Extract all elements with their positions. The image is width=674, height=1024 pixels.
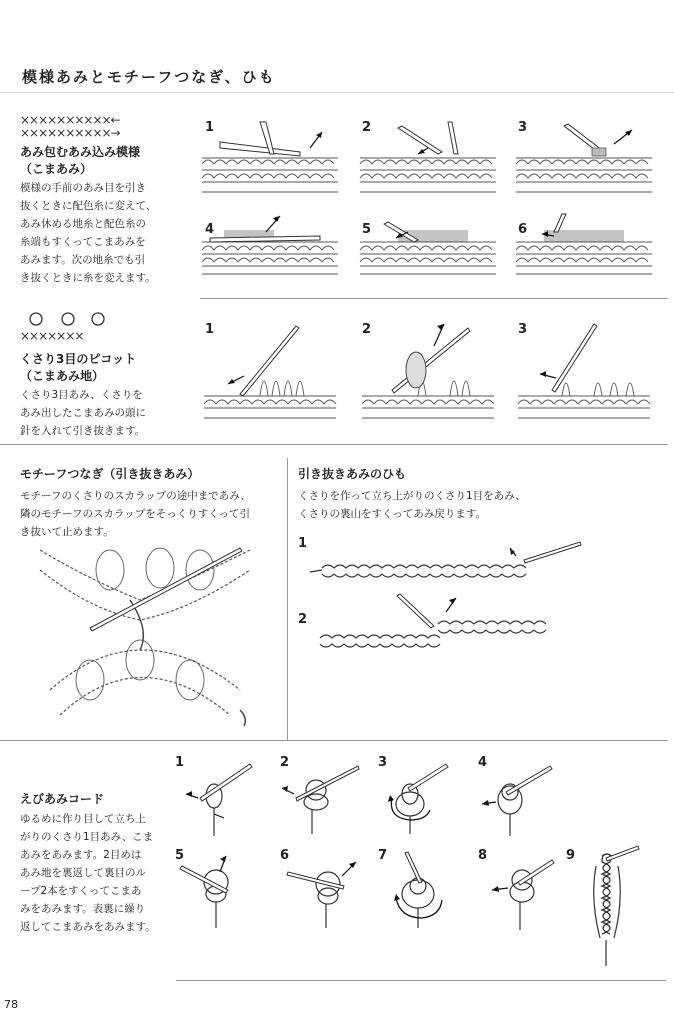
s5-step-1-illustration: [180, 758, 260, 838]
s1-text-line: 糸端もすくってこまあみを: [20, 236, 146, 248]
s1-text-line: あみます。次の地糸でも引: [20, 254, 146, 266]
s1-step-1-number: 1: [205, 120, 215, 135]
s1-title-line-2: （こまあみ）: [20, 162, 93, 176]
s1-text-line: 抜くときに配色糸に変えて、: [20, 200, 157, 212]
section-divider: [200, 298, 668, 299]
s2-text-line: くさり3目あみ、くさりを: [20, 389, 143, 401]
s1-step-5-number: 5: [362, 222, 372, 237]
s5-text-line: 返してこまあみをあみます。: [20, 921, 156, 933]
s2-step-1-number: 1: [205, 322, 215, 337]
page-number: 78: [4, 998, 18, 1011]
s5-text-line: ゆるめに作り目して立ち上: [20, 813, 146, 825]
s4-step-2-number: 2: [298, 612, 308, 627]
picot-loops-icon: [28, 311, 108, 327]
s1-step-2-number: 2: [362, 120, 372, 135]
s4-step-1-number: 1: [298, 536, 308, 551]
s5-step-3-illustration: [370, 758, 460, 838]
s1-step-4-number: 4: [205, 222, 215, 237]
s5-step-6-number: 6: [280, 848, 290, 863]
s1-step-6-illustration: [514, 212, 654, 278]
s5-step-5-illustration: [180, 852, 260, 932]
s2-step-1-illustration: [200, 320, 340, 420]
s5-step-1-number: 1: [175, 755, 185, 770]
vertical-divider: [287, 458, 288, 740]
s4-title: 引き抜きあみのひも: [298, 467, 407, 481]
s5-step-4-illustration: [470, 758, 560, 838]
s2-title-line-2: （こまあみ地）: [20, 369, 105, 383]
s1-text-line: あみ休める地糸と配色糸の: [20, 218, 146, 230]
s5-step-3-number: 3: [378, 755, 388, 770]
s1-symbol-chart: [20, 114, 120, 140]
s1-title: [20, 144, 140, 178]
s5-step-6-illustration: [284, 852, 374, 932]
s3-text-line: き抜いて止めます。: [20, 526, 114, 538]
s5-step-7-number: 7: [378, 848, 388, 863]
s2-text-line: あみ出したこまあみの頭に: [20, 407, 146, 419]
s5-text-line: ープ2本をすくってこまあ: [20, 885, 142, 897]
s2-step-2-number: 2: [362, 322, 372, 337]
s2-description: [20, 386, 146, 440]
s3-text-line: 隣のモチーフのスカラップをそっくりすくって引: [20, 508, 251, 520]
s1-text-line: き抜くときに糸を変えます。: [20, 272, 156, 284]
motif-join-illustration: [30, 540, 270, 730]
s4-text-line: くさりの裏山をすくってあみ戻ります。: [298, 508, 486, 520]
s1-text-line: 模様の手前のあみ目を引き: [20, 182, 146, 194]
s1-step-6-number: 6: [518, 222, 528, 237]
s5-step-8-number: 8: [478, 848, 488, 863]
s3-description: [20, 487, 251, 541]
s5-step-8-illustration: [482, 852, 562, 932]
s1-step-1-illustration: [200, 118, 340, 198]
s5-step-9-number: 9: [566, 848, 576, 863]
s5-text-line: みをあみます。表裏に繰り: [20, 903, 146, 915]
s5-step-2-illustration: [272, 758, 362, 838]
s1-step-3-number: 3: [518, 120, 528, 135]
s5-title: えびあみコード: [20, 792, 105, 806]
s4-description: [298, 487, 526, 523]
footer-divider: [176, 980, 666, 981]
s5-description: [20, 810, 156, 936]
s2-step-3-illustration: [514, 320, 654, 420]
s1-symbols-row-2: ××××××××××→: [20, 126, 120, 140]
s1-symbols-row-1: ××××××××××←: [20, 113, 120, 127]
title-divider: [0, 92, 674, 93]
s3-title: モチーフつなぎ（引き抜きあみ）: [20, 467, 200, 481]
s1-step-4-illustration: [200, 212, 340, 278]
s2-title: [20, 351, 136, 385]
s5-step-2-number: 2: [280, 755, 290, 770]
s4-text-line: くさりを作って立ち上がりのくさり1目をあみ、: [298, 490, 526, 502]
section-divider: [0, 444, 668, 445]
s2-title-line-1: くさり3目のピコット: [20, 352, 137, 366]
s5-step-4-number: 4: [478, 755, 488, 770]
s1-step-3-illustration: [514, 118, 654, 198]
s5-text-line: あみ地を裏返して裏目のル: [20, 867, 146, 879]
s2-step-3-number: 3: [518, 322, 528, 337]
section-divider: [0, 740, 668, 741]
s5-text-line: がりのくさり1目あみ、こま: [20, 831, 154, 843]
s4-step-2-illustration: [310, 590, 570, 650]
s2-symbols: ×××××××: [20, 329, 84, 343]
s2-step-2-illustration: [358, 320, 498, 420]
s5-step-9-illustration: [578, 846, 648, 970]
s1-step-2-illustration: [358, 118, 498, 198]
s2-text-line: 針を入れて引き抜きます。: [20, 425, 146, 437]
s1-title-line-1: あみ包むあみ込み模様: [20, 145, 141, 159]
page-title: 模様あみとモチーフつなぎ、ひも: [22, 68, 276, 86]
s1-description: [20, 179, 156, 287]
s1-step-5-illustration: [358, 212, 498, 278]
s3-text-line: モチーフのくさりのスカラップの途中まであみ、: [20, 490, 251, 502]
s5-step-7-illustration: [382, 852, 472, 932]
s4-step-1-illustration: [310, 520, 590, 580]
s5-text-line: あみをあみます。2目めは: [20, 849, 142, 861]
s5-step-5-number: 5: [175, 848, 185, 863]
